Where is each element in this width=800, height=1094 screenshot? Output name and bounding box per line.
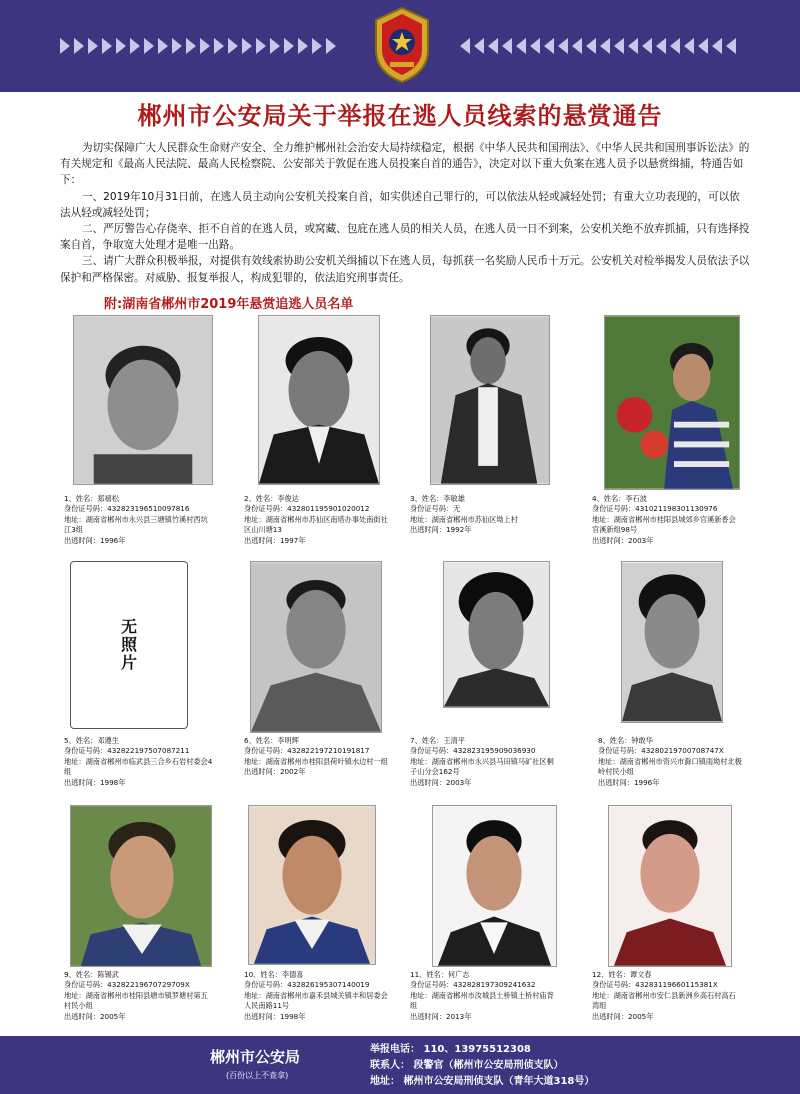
suspect-escape-time: 出逃时间：2003年 [410, 777, 472, 787]
suspect-escape-time: 出逃时间：1996年 [598, 777, 660, 787]
suspect-address: 地址：湖南省郴州市临武县三合乡石岩村委会4组 [64, 756, 213, 777]
suspect-address: 地址：湖南省郴州市桂阳县塘市镇罗塘村第五村民小组 [64, 990, 208, 1011]
suspect-address: 地址：湖南省郴州市桂阳县荷叶镇水边村一组 [244, 756, 388, 766]
suspect-id: 身份证号码：43283119660115381X [592, 980, 718, 990]
notice-body [60, 140, 750, 286]
suspect-escape-time: 出逃时间：1992年 [410, 525, 472, 535]
suspect-photo-8 [621, 561, 723, 723]
suspect-name: 6、姓名：李明辉 [244, 736, 299, 745]
suspect-id: 身份证号码：432823196510097816 [64, 504, 190, 514]
suspect-name: 2、姓名：李俊达 [244, 494, 299, 503]
suspect-info-2 [244, 494, 424, 546]
police-emblem-icon [370, 6, 434, 84]
suspect-escape-time: 出逃时间：1998年 [64, 777, 126, 787]
suspect-info-6 [244, 736, 424, 778]
suspect-photo-12 [608, 805, 732, 967]
suspect-photo-5-placeholder [70, 561, 188, 729]
suspect-address: 地址：湖南省郴州市苏仙区坳上村 [410, 514, 518, 524]
suspect-photo-2 [258, 315, 380, 485]
suspect-info-1 [64, 494, 244, 546]
suspect-name: 9、姓名：陈锡武 [64, 970, 119, 979]
suspect-info-3 [410, 494, 590, 536]
suspect-escape-time: 出逃时间：2005年 [64, 1011, 126, 1021]
suspect-photo-9 [70, 805, 212, 967]
suspect-photo-1 [73, 315, 213, 485]
suspect-photo-7 [443, 561, 550, 708]
footer-phone: 举报电话： 110、13975512308 [370, 1044, 531, 1055]
suspect-info-9 [64, 970, 244, 1022]
clause-three: 三、请广大群众积极举报，对提供有效线索协助公安机关缉捕以下在逃人员，每抓获一名奖励人民币十万元。公安机关对检举揭发人员依法予以保护和严格保密。对威胁、报复举报人，构成犯罪的，依法追究刑事责任。 [60, 255, 750, 284]
suspect-address: 地址：湖南省郴州市汝城县土桥镇土桥村庙背组 [410, 990, 554, 1011]
suspect-name: 1、姓名：郑禧松 [64, 494, 119, 503]
footer-contact: 联系人： 段警官（郴州市公安局刑侦支队） [370, 1060, 564, 1071]
suspect-id: 身份证号码：432822197210191817 [244, 746, 370, 756]
suspect-name: 11、姓名：何广志 [410, 970, 470, 979]
suspect-name: 7、姓名：王清平 [410, 736, 465, 745]
suspect-photo-10 [248, 805, 376, 965]
footer-address: 地址： 郴州市公安局刑侦支队（青年大道318号） [370, 1076, 595, 1087]
suspect-id: 身份证号码：43280219700708747X [598, 746, 724, 756]
clause-one: 一、2019年10月31日前，在逃人员主动向公安机关投案自首，如实供述自己罪行的，可以依法从轻或减轻处罚；有重大立功表现的，可以依法从轻或减轻处罚； [60, 190, 740, 219]
wanted-list-subtitle: 附:湖南省郴州市2019年悬赏追逃人员名单 [104, 297, 354, 312]
suspect-address: 地址：湖南省郴州市永兴县马田镇马矿社区桐子山分会162号 [410, 756, 554, 777]
suspect-id: 身份证号码：431021198301130976 [592, 504, 718, 514]
suspect-escape-time: 出逃时间：2005年 [592, 1011, 654, 1021]
suspect-info-7 [410, 736, 590, 788]
suspect-escape-time: 出逃时间：2003年 [592, 535, 654, 545]
suspect-escape-time: 出逃时间：2013年 [410, 1011, 472, 1021]
footer-org-name: 郴州市公安局 [210, 1048, 301, 1066]
suspect-info-5 [64, 736, 244, 788]
footer-banner [0, 1036, 800, 1094]
suspect-name: 4、姓名：李石波 [592, 494, 647, 503]
suspect-name: 12、姓名：谭文春 [592, 970, 652, 979]
suspect-name: 8、姓名：钟敢华 [598, 736, 653, 745]
clause-two: 二、严厉警告心存侥幸、拒不自首的在逃人员，或窝藏、包庇在逃人员的相关人员，在逃人员一日不到案，公安机关绝不放弃抓捕，只有选择投案自首，争取宽大处理才是唯一出路。 [60, 223, 750, 252]
suspect-id: 身份证号码：432801195901020012 [244, 504, 370, 514]
suspect-id: 身份证号码：无 [410, 504, 461, 514]
no-photo-label: 无照片 [120, 617, 137, 672]
suspect-info-10 [244, 970, 424, 1022]
suspect-address: 地址：湖南省郴州市永兴县三塘镇竹溪村西坑江3组 [64, 514, 208, 535]
intro-paragraph: 为切实保障广大人民群众生命财产安全、全力维护郴州社会治安大局持续稳定，根据《中华人民共和国刑法》、《中华人民共和国刑事诉讼法》的有关规定和《最高人民法院、最高人民检察院、公安部关于敦促在逃人员投案自首的通告》，决定对以下重大负案在逃人员予以悬赏缉捕，特通告如下： [60, 142, 750, 187]
suspect-info-4 [592, 494, 772, 546]
suspect-photo-3 [430, 315, 550, 485]
suspect-photo-4 [604, 315, 740, 490]
suspect-name: 3、姓名：李敏雄 [410, 494, 465, 503]
suspect-address: 地址：湖南省郴州市嘉禾县城关镇丰和居委会人民南路11号 [244, 990, 388, 1011]
page-title: 郴州市公安局关于举报在逃人员线索的悬赏通告 [137, 102, 663, 130]
suspect-escape-time: 出逃时间：2002年 [244, 767, 306, 777]
suspect-escape-time: 出逃时间：1996年 [64, 535, 126, 545]
right-chevron-decoration [460, 38, 736, 54]
suspect-id: 身份证号码：432822197507087211 [64, 746, 190, 756]
suspect-id: 身份证号码：432828197309241632 [410, 980, 536, 990]
top-banner [0, 0, 800, 92]
suspect-address: 地址：湖南省郴州市安仁县新洲乡高石村高石湾组 [592, 990, 736, 1011]
left-chevron-decoration [60, 38, 336, 54]
footer-note: (百份以上不查拿) [226, 1071, 289, 1080]
suspect-info-8 [598, 736, 778, 788]
suspect-id: 身份证号码：432823195909036930 [410, 746, 536, 756]
suspect-address: 地址：湖南省郴州市苏仙区南塔办事处南街社区山川塘13 [244, 514, 388, 535]
suspect-escape-time: 出逃时间：1997年 [244, 535, 306, 545]
suspect-address: 地址：湖南省郴州市资兴市滁口镇雨坳村北极岭村民小组 [598, 756, 742, 777]
suspect-id: 身份证号码：432826195307140019 [244, 980, 370, 990]
suspect-name: 5、姓名：邓遵生 [64, 736, 119, 745]
suspect-info-12 [592, 970, 772, 1022]
suspect-photo-11 [432, 805, 557, 967]
suspect-escape-time: 出逃时间：1998年 [244, 1011, 306, 1021]
suspect-photo-6 [250, 561, 382, 733]
suspect-name: 10、姓名：李德喜 [244, 970, 304, 979]
suspect-address: 地址：湖南省郴州市桂阳县城郊乡官溪新香会官溪新组98号 [592, 514, 736, 535]
suspect-id: 身份证号码：43282219670729709X [64, 980, 190, 990]
suspect-info-11 [410, 970, 590, 1022]
